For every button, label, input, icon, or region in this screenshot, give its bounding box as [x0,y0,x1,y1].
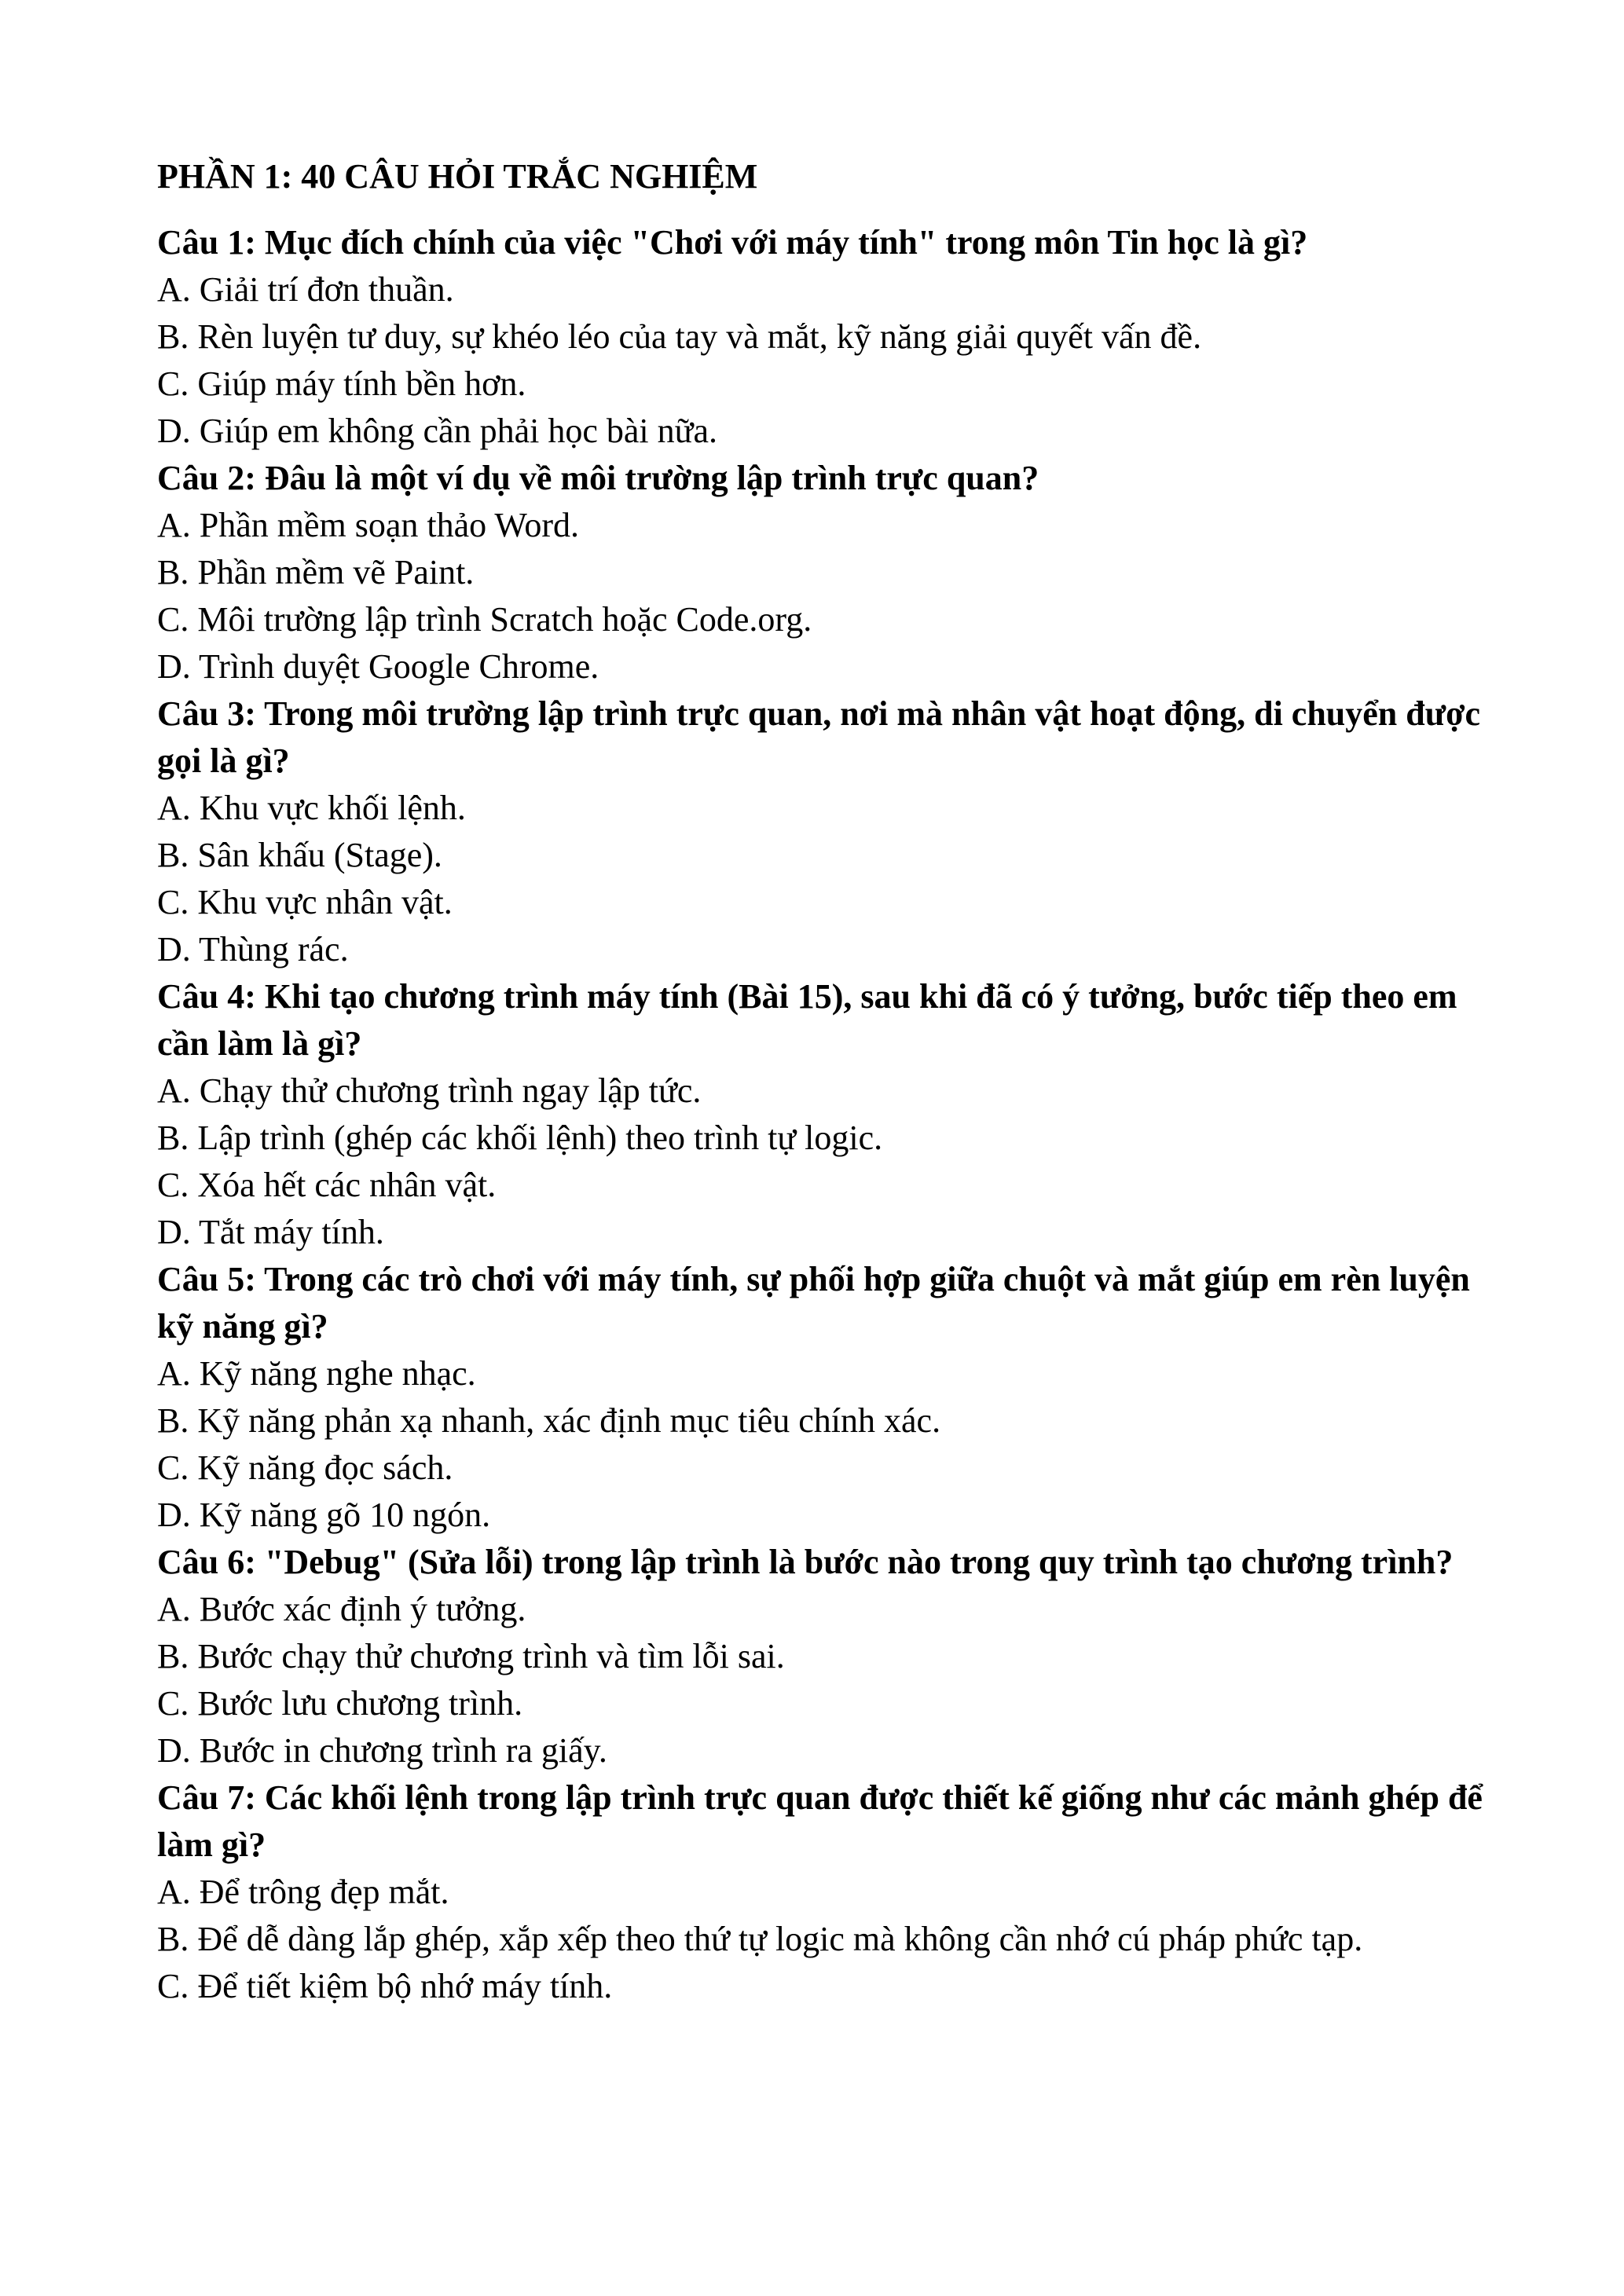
question-5 [157,1256,1493,1539]
question-text: Câu 1: Mục đích chính của việc "Chơi với máy tính" trong môn Tin học là gì? [157,223,1308,262]
option-b: B. Để dễ dàng lắp ghép, xắp xếp theo thứ tự logic mà không cần nhớ cú pháp phức tạp. [157,1920,1363,1958]
question-text: Câu 3: Trong môi trường lập trình trực quan, nơi mà nhân vật hoạt động, di chuyển được gọi là gì? [157,694,1481,780]
option-d: D. Tắt máy tính. [157,1213,384,1251]
option-b: B. Kỹ năng phản xạ nhanh, xác định mục tiêu chính xác. [157,1401,941,1440]
question-1 [157,219,1493,455]
option-c: C. Môi trường lập trình Scratch hoặc Code.org. [157,600,812,639]
option-a: A. Phần mềm soạn thảo Word. [157,506,580,544]
option-d: D. Thùng rác. [157,930,349,969]
option-a: A. Bước xác định ý tưởng. [157,1590,526,1628]
option-c: C. Xóa hết các nhân vật. [157,1166,497,1204]
question-text: Câu 2: Đâu là một ví dụ về môi trường lập trình trực quan? [157,459,1039,497]
section-title: PHẦN 1: 40 CÂU HỎI TRẮC NGHIỆM [157,157,758,196]
option-d: D. Kỹ năng gõ 10 ngón. [157,1496,491,1534]
question-7 [157,1774,1493,2010]
option-a: A. Khu vực khối lệnh. [157,789,466,827]
option-b: B. Lập trình (ghép các khối lệnh) theo trình tự logic. [157,1119,883,1157]
option-d: D. Bước in chương trình ra giấy. [157,1731,607,1770]
option-d: D. Trình duyệt Google Chrome. [157,647,599,686]
option-c: C. Kỹ năng đọc sách. [157,1448,453,1487]
document-page [157,153,1493,2010]
question-6 [157,1539,1493,1774]
option-b: B. Rèn luyện tư duy, sự khéo léo của tay và mắt, kỹ năng giải quyết vấn đề. [157,317,1202,356]
option-c: C. Khu vực nhân vật. [157,883,453,921]
option-c: C. Giúp máy tính bền hơn. [157,364,526,403]
option-c: C. Bước lưu chương trình. [157,1684,523,1723]
question-text: Câu 7: Các khối lệnh trong lập trình trực quan được thiết kế giống như các mảnh ghép để làm gì? [157,1778,1483,1864]
option-a: A. Chạy thử chương trình ngay lập tức. [157,1071,702,1110]
option-a: A. Kỹ năng nghe nhạc. [157,1354,476,1393]
question-4 [157,973,1493,1256]
option-b: B. Sân khấu (Stage). [157,836,442,874]
question-3 [157,690,1493,973]
question-text: Câu 6: "Debug" (Sửa lỗi) trong lập trình là bước nào trong quy trình tạo chương trình? [157,1543,1454,1581]
question-text: Câu 4: Khi tạo chương trình máy tính (Bài 15), sau khi đã có ý tưởng, bước tiếp theo em cần làm là gì? [157,977,1457,1063]
option-c: C. Để tiết kiệm bộ nhớ máy tính. [157,1967,613,2005]
option-a: A. Để trông đẹp mắt. [157,1873,449,1911]
question-2 [157,455,1493,690]
option-d: D. Giúp em không cần phải học bài nữa. [157,412,718,450]
option-b: B. Bước chạy thử chương trình và tìm lỗi sai. [157,1637,785,1675]
option-b: B. Phần mềm vẽ Paint. [157,553,475,591]
option-a: A. Giải trí đơn thuần. [157,270,454,309]
question-text: Câu 5: Trong các trò chơi với máy tính, sự phối hợp giữa chuột và mắt giúp em rèn luyện kỹ năng gì? [157,1260,1470,1346]
